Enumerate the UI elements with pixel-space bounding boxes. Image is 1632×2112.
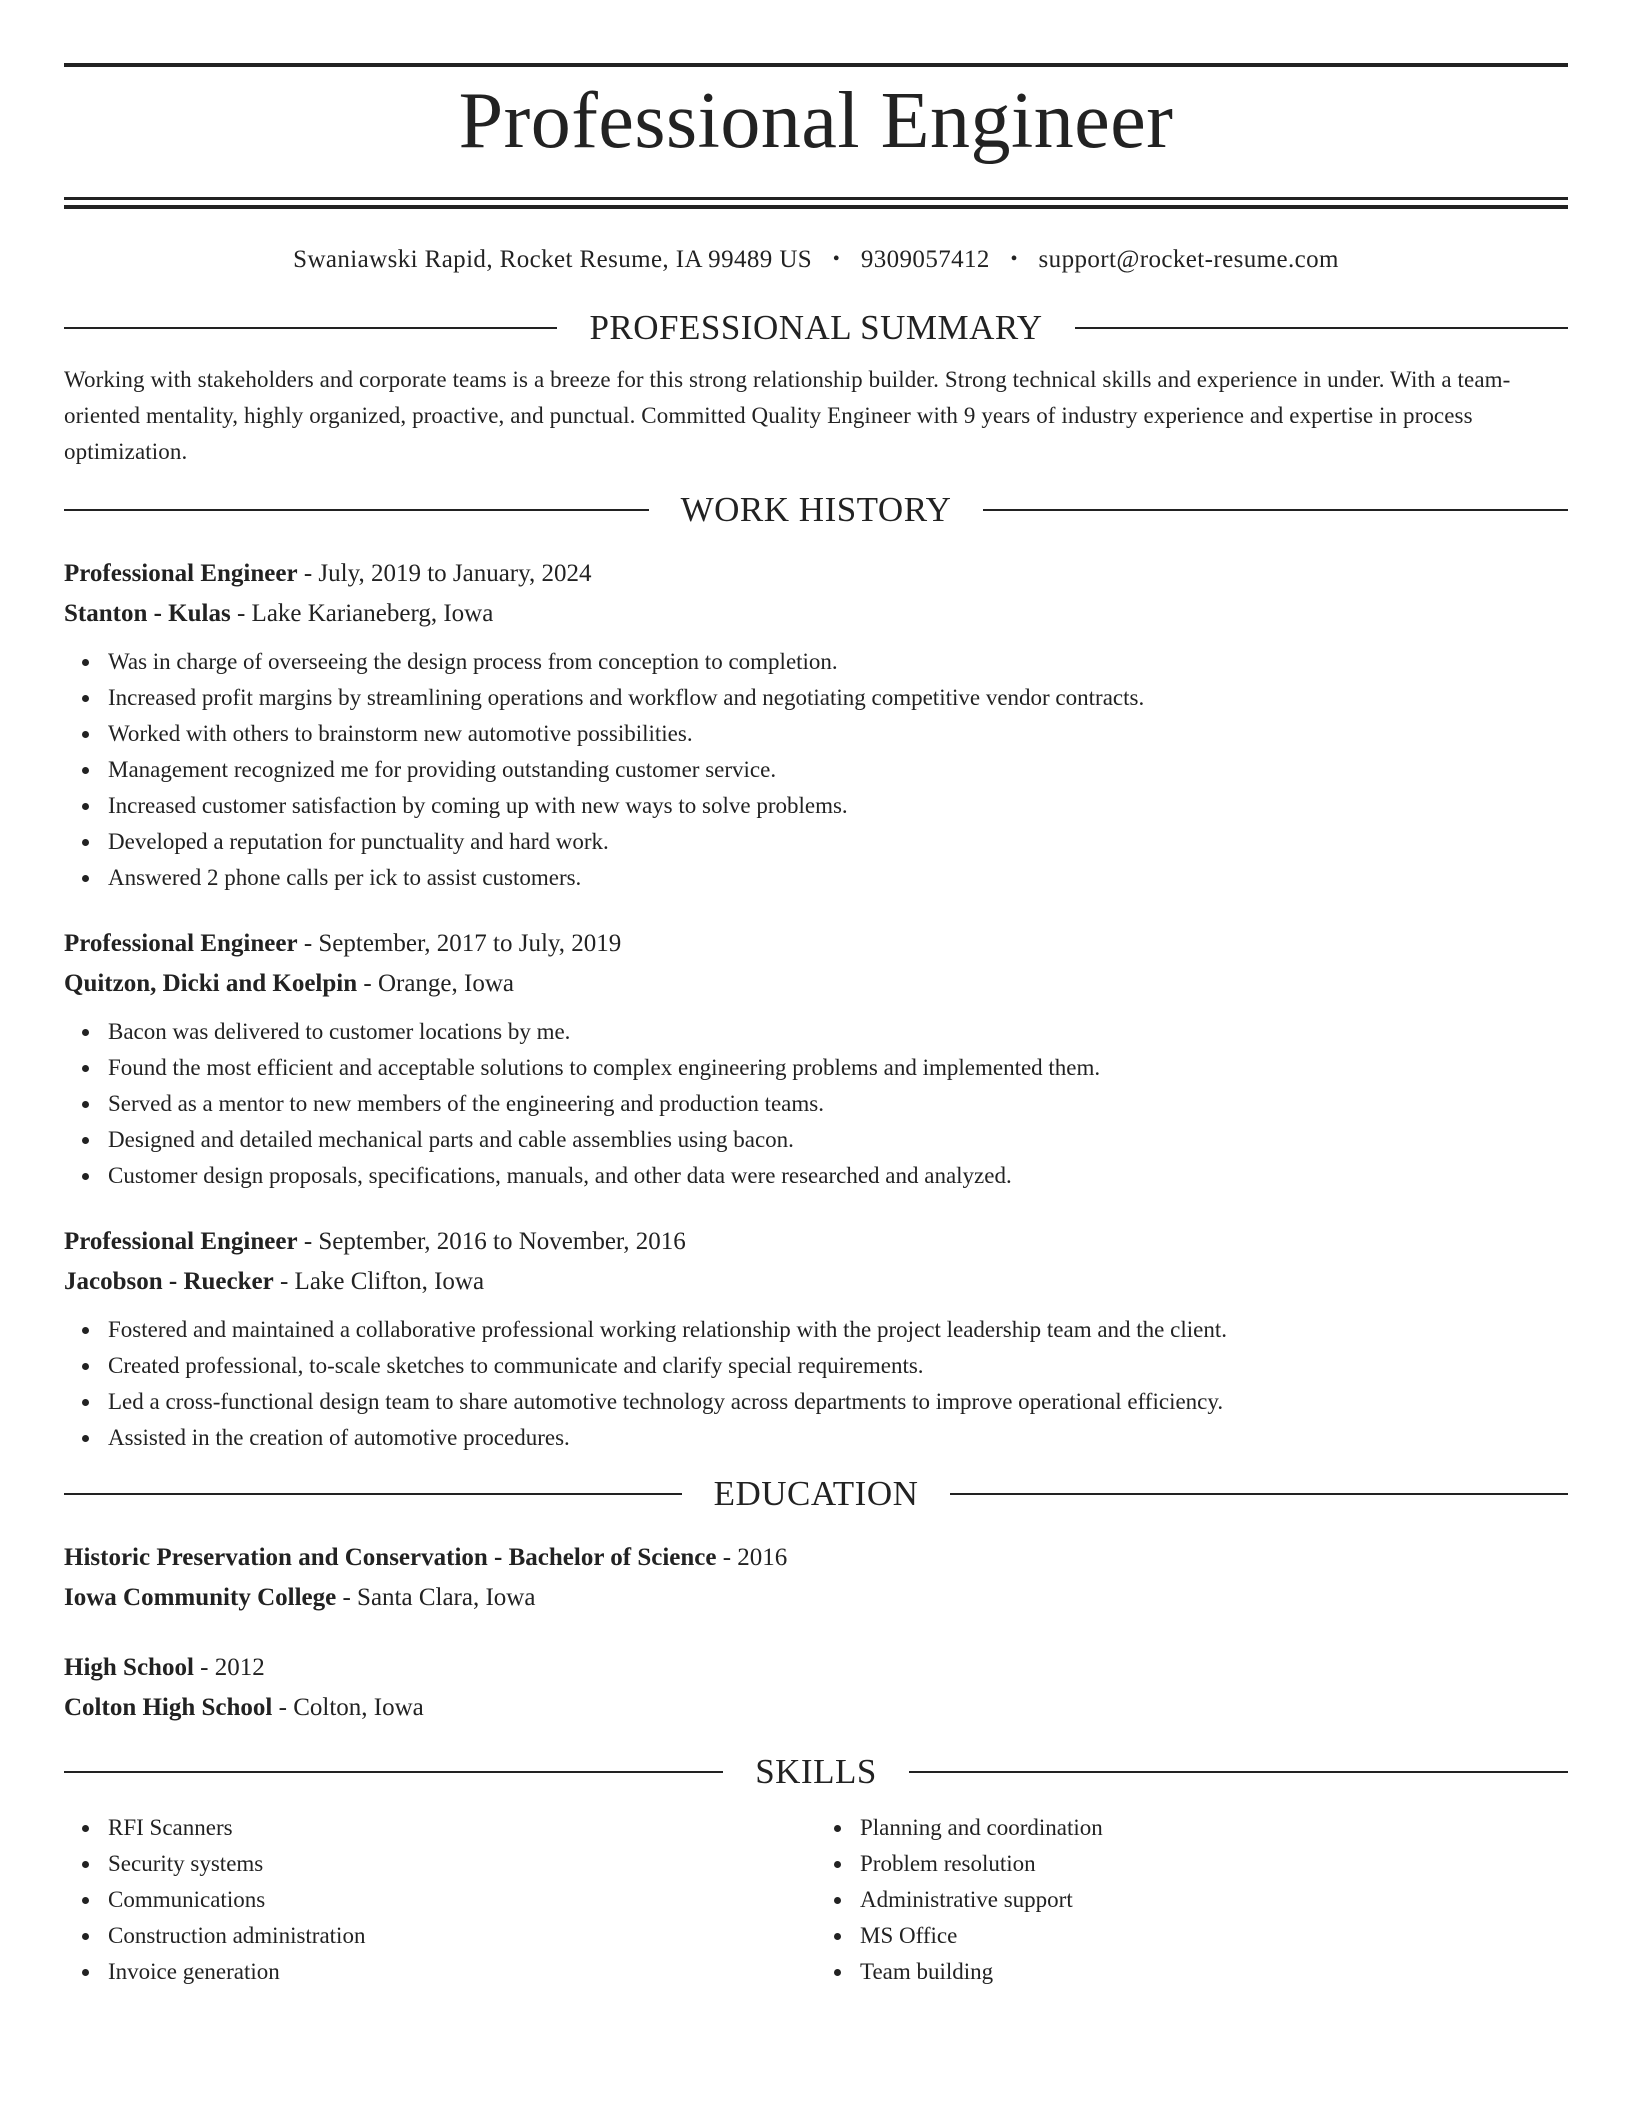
contact-separator: • [832, 248, 841, 270]
education-school: Colton High School [64, 1694, 273, 1721]
education-year: - 2016 [716, 1544, 788, 1571]
education-location: - Santa Clara, Iowa [336, 1584, 536, 1611]
section-rule [64, 509, 649, 511]
candidate-name: Professional Engineer [458, 77, 1174, 165]
job-title: Professional Engineer [64, 1228, 298, 1255]
section-rule [1075, 327, 1568, 329]
section-rule [909, 1771, 1568, 1773]
bullet-item: Worked with others to brainstorm new automotive possibilities. [108, 716, 1568, 752]
job-bullets [64, 1312, 1568, 1456]
summary-text: Working with stakeholders and corporate teams is a breeze for this strong relationship builder. Strong technical skills and experience in under. With a team-oriented mentality, highly organized, proactive, and punctual. Committed Quality Engineer with 9 years of industry experience and expertise in process optimization. [64, 367, 1511, 464]
bullet-item: Created professional, to-scale sketches to communicate and clarify special requirements. [108, 1348, 1568, 1384]
job-title: Professional Engineer [64, 930, 298, 957]
skills-column-left [64, 1810, 816, 1990]
bullet-item: Customer design proposals, specifications, manuals, and other data were researched and analyzed. [108, 1158, 1568, 1194]
job-dates: - September, 2017 to July, 2019 [297, 930, 622, 957]
bullet-item: Designed and detailed mechanical parts and cable assemblies using bacon. [108, 1122, 1568, 1158]
education-entry [64, 1648, 1568, 1728]
education-school-line [64, 1688, 1568, 1728]
contact-phone: 9309057412 [860, 246, 990, 273]
job-location: - Lake Clifton, Iowa [273, 1268, 485, 1295]
bullet-item: Served as a mentor to new members of the engineering and production teams. [108, 1086, 1568, 1122]
education-degree: High School [64, 1654, 194, 1681]
bullet-item: Was in charge of overseeing the design process from conception to completion. [108, 644, 1568, 680]
job-company-line [64, 594, 1568, 634]
section-title: WORK HISTORY [680, 490, 952, 529]
section-rule [64, 1771, 723, 1773]
skills-grid [64, 1810, 1568, 1990]
contact-email: support@rocket-resume.com [1038, 246, 1339, 273]
section-rule [983, 509, 1568, 511]
education-entry [64, 1538, 1568, 1618]
bullet-item: Management recognized me for providing outstanding customer service. [108, 752, 1568, 788]
skill-item: Construction administration [108, 1918, 816, 1954]
bullet-item: Increased customer satisfaction by coming up with new ways to solve problems. [108, 788, 1568, 824]
section-rule [64, 1493, 682, 1495]
section-title: PROFESSIONAL SUMMARY [589, 308, 1043, 347]
bullet-item: Increased profit margins by streamlining operations and workflow and negotiating competitive vendor contracts. [108, 680, 1568, 716]
bullet-item: Found the most efficient and acceptable solutions to complex engineering problems and implemented them. [108, 1050, 1568, 1086]
section-header-work-history [64, 488, 1568, 532]
top-rule [64, 63, 1568, 67]
bullet-item: Developed a reputation for punctuality and hard work. [108, 824, 1568, 860]
job-bullets [64, 1014, 1568, 1194]
education-school: Iowa Community College [64, 1584, 337, 1611]
education-school-line [64, 1578, 1568, 1618]
skill-item: Administrative support [860, 1882, 1568, 1918]
skill-item: Planning and coordination [860, 1810, 1568, 1846]
skill-item: MS Office [860, 1918, 1568, 1954]
bullet-item: Assisted in the creation of automotive procedures. [108, 1420, 1568, 1456]
education-degree-line [64, 1648, 1568, 1688]
job-entry [64, 1222, 1568, 1456]
section-header-education [64, 1472, 1568, 1516]
education-list [64, 1538, 1568, 1728]
job-location: - Lake Karianeberg, Iowa [230, 600, 494, 627]
section-rule [950, 1493, 1568, 1495]
job-company: Jacobson - Ruecker [64, 1268, 274, 1295]
bullet-item: Answered 2 phone calls per ick to assist customers. [108, 860, 1568, 896]
job-entry [64, 924, 1568, 1194]
skill-item: RFI Scanners [108, 1810, 816, 1846]
job-title-line [64, 1222, 1568, 1262]
job-title: Professional Engineer [64, 560, 298, 587]
education-location: - Colton, Iowa [272, 1694, 424, 1721]
job-entry [64, 554, 1568, 896]
job-company-line [64, 1262, 1568, 1302]
job-dates: - July, 2019 to January, 2024 [297, 560, 592, 587]
bullet-item: Fostered and maintained a collaborative professional working relationship with the project leadership team and the client. [108, 1312, 1568, 1348]
job-title-line [64, 924, 1568, 964]
work-history-list [64, 554, 1568, 1456]
skill-item: Communications [108, 1882, 816, 1918]
skill-item: Invoice generation [108, 1954, 816, 1990]
job-title-line [64, 554, 1568, 594]
bullet-item: Bacon was delivered to customer locations by me. [108, 1014, 1568, 1050]
job-bullets [64, 644, 1568, 896]
contact-separator: • [1010, 248, 1018, 270]
job-company-line [64, 964, 1568, 1004]
section-title: SKILLS [755, 1752, 877, 1791]
skills-list [816, 1810, 1568, 1990]
section-rule [64, 327, 557, 329]
section-header-summary [64, 306, 1568, 350]
skills-column-right [816, 1810, 1568, 1990]
job-company: Quitzon, Dicki and Koelpin [64, 970, 358, 997]
education-degree: Historic Preservation and Conservation - Bachelor of Science [64, 1544, 717, 1571]
skills-list [64, 1810, 816, 1990]
contact-line [64, 243, 1568, 276]
bullet-item: Led a cross-functional design team to share automotive technology across departments to improve operational efficiency. [108, 1384, 1568, 1420]
skill-item: Team building [860, 1954, 1568, 1990]
skill-item: Security systems [108, 1846, 816, 1882]
section-title: EDUCATION [713, 1474, 919, 1513]
skill-item: Problem resolution [860, 1846, 1568, 1882]
job-location: - Orange, Iowa [357, 970, 514, 997]
job-company: Stanton - Kulas [64, 600, 231, 627]
education-year: - 2012 [193, 1654, 265, 1681]
contact-address: Swaniawski Rapid, Rocket Resume, IA 99489 US [293, 246, 813, 273]
education-degree-line [64, 1538, 1568, 1578]
job-dates: - September, 2016 to November, 2016 [297, 1228, 686, 1255]
header-double-rule [64, 197, 1568, 209]
section-header-skills [64, 1750, 1568, 1794]
